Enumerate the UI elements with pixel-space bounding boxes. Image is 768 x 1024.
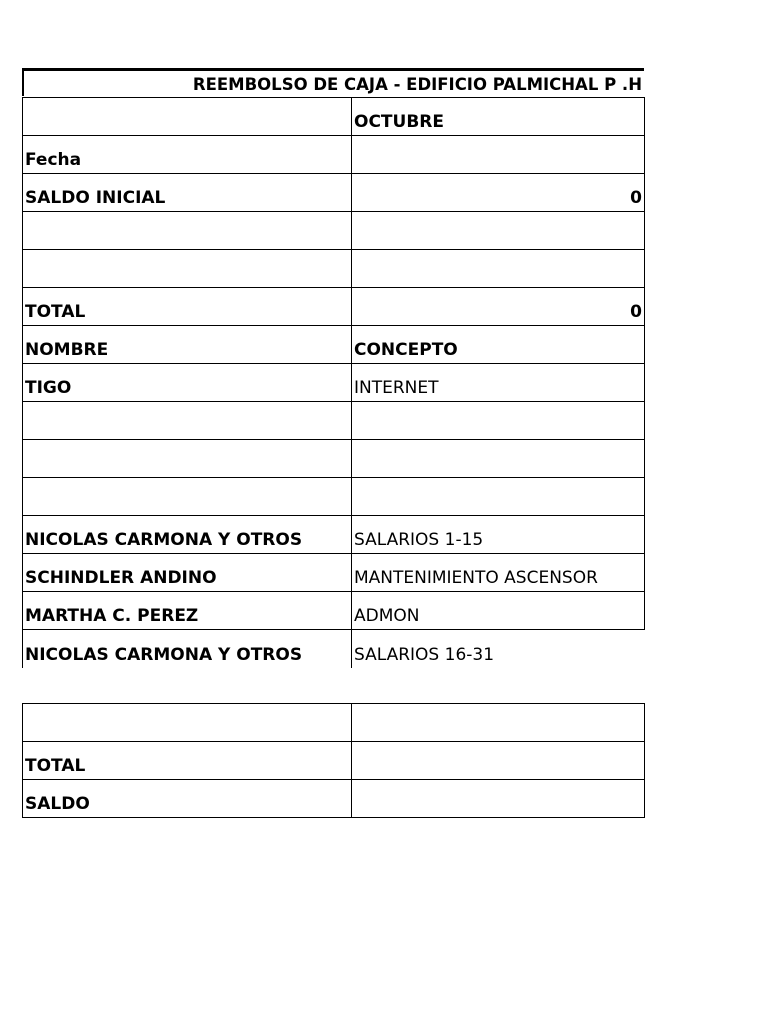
table-row [23, 288, 645, 326]
table-row [23, 212, 645, 250]
cell-month[interactable]: OCTUBRE [352, 98, 645, 136]
cell-nombre[interactable]: TIGO [23, 364, 352, 402]
table-row [23, 516, 645, 554]
cell-concepto[interactable] [352, 440, 645, 478]
cell-label[interactable] [23, 250, 352, 288]
table-row [23, 174, 645, 212]
table-row [23, 364, 645, 402]
table-row [23, 440, 645, 478]
table-row [23, 402, 645, 440]
summary-table [22, 703, 645, 818]
cell-label[interactable] [23, 98, 352, 136]
table-row [23, 780, 645, 818]
cell-nombre[interactable]: NICOLAS CARMONA Y OTROS [23, 516, 352, 554]
table-row [23, 592, 645, 630]
cell-nombre[interactable] [23, 440, 352, 478]
cell-saldo-label[interactable]: SALDO [23, 780, 352, 818]
cell-label[interactable]: Fecha [23, 136, 352, 174]
cell-concepto[interactable]: SALARIOS 16-31 [352, 630, 645, 668]
table-row [23, 630, 645, 668]
cell-nombre[interactable] [23, 478, 352, 516]
cell-label[interactable]: SALDO INICIAL [23, 174, 352, 212]
cell-concepto[interactable] [352, 478, 645, 516]
cell-total-value[interactable] [352, 742, 645, 780]
cell-concepto[interactable]: INTERNET [352, 364, 645, 402]
main-table [22, 97, 645, 668]
cell-value[interactable]: 0 [352, 288, 645, 326]
table-row [23, 554, 645, 592]
title-bar [22, 68, 644, 96]
column-header-nombre[interactable]: NOMBRE [23, 326, 352, 364]
cell-value[interactable] [352, 136, 645, 174]
cell-nombre[interactable]: MARTHA C. PEREZ [23, 592, 352, 630]
cell-value[interactable] [352, 212, 645, 250]
sheet-title: REEMBOLSO DE CAJA - EDIFICIO PALMICHAL P .H [192, 75, 642, 94]
cell-value[interactable] [352, 250, 645, 288]
cell-label[interactable] [23, 704, 352, 742]
cell-nombre[interactable]: SCHINDLER ANDINO [23, 554, 352, 592]
table-row [23, 98, 645, 136]
table-row [23, 478, 645, 516]
table-row [23, 136, 645, 174]
cell-total-label[interactable]: TOTAL [23, 742, 352, 780]
cell-label[interactable] [23, 212, 352, 250]
cell-label[interactable]: TOTAL [23, 288, 352, 326]
cell-value[interactable]: 0 [352, 174, 645, 212]
table-row [23, 250, 645, 288]
cell-concepto[interactable] [352, 402, 645, 440]
spreadsheet [22, 68, 644, 814]
cell-value[interactable] [352, 704, 645, 742]
cell-saldo-value[interactable] [352, 780, 645, 818]
cell-concepto[interactable]: SALARIOS 1-15 [352, 516, 645, 554]
table-row [23, 742, 645, 780]
column-header-row [23, 326, 645, 364]
cell-concepto[interactable]: MANTENIMIENTO ASCENSOR [352, 554, 645, 592]
table-row [23, 704, 645, 742]
cell-nombre[interactable] [23, 402, 352, 440]
cell-nombre[interactable]: NICOLAS CARMONA Y OTROS [23, 630, 352, 668]
cell-concepto[interactable]: ADMON [352, 592, 645, 630]
column-header-concepto[interactable]: CONCEPTO [352, 326, 645, 364]
